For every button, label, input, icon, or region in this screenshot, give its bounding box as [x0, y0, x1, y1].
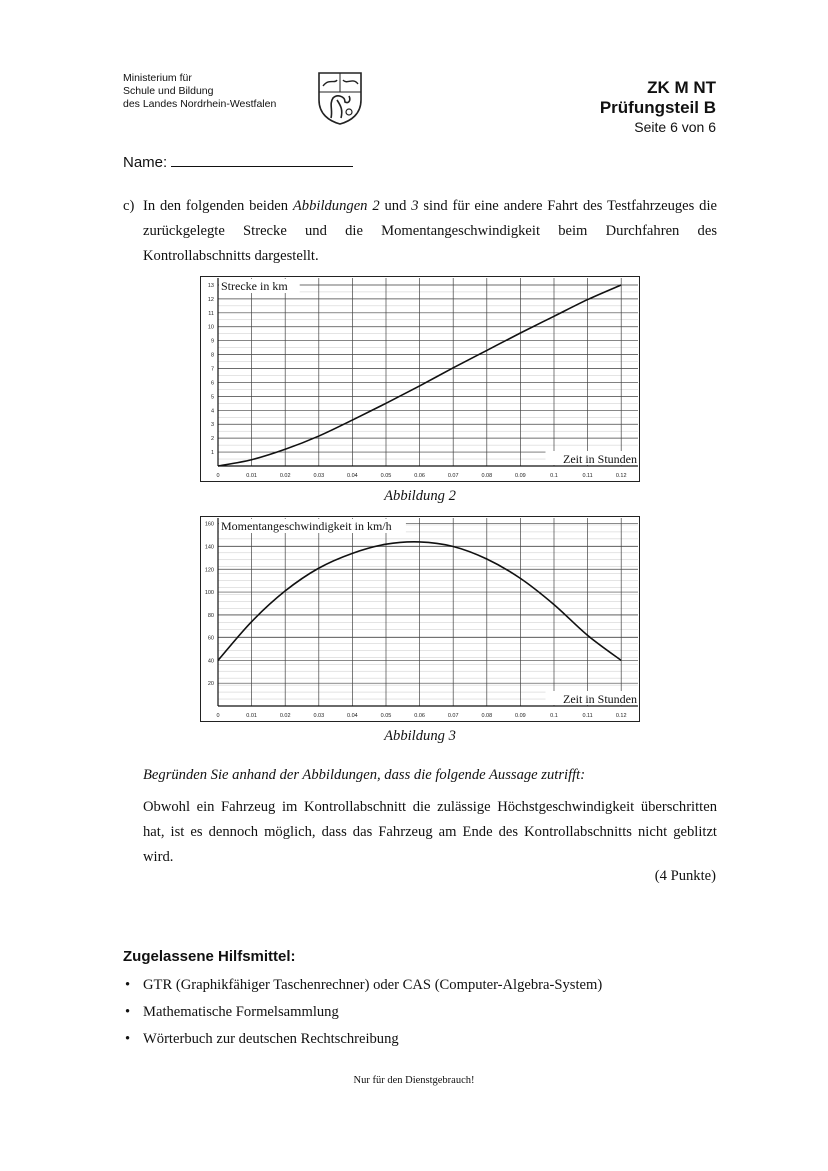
x-tick-label: 0.02 — [279, 713, 291, 719]
task-text-emph: 3 — [411, 198, 419, 214]
x-tick-label: 0.12 — [615, 473, 627, 479]
task-text-part: In den folgenden beiden — [143, 198, 293, 214]
x-tick-label: 0.1 — [550, 713, 558, 719]
y-tick-label: 11 — [208, 310, 214, 317]
y-tick-label: 20 — [207, 681, 214, 688]
speed-chart — [200, 516, 640, 722]
chart-frame — [201, 517, 640, 722]
y-tick-label: 6 — [210, 380, 214, 387]
task-text-part: und — [379, 198, 412, 214]
y-tick-label: 2 — [210, 436, 214, 443]
x-tick-label: 0.11 — [582, 473, 593, 479]
x-tick-label: 0.08 — [481, 473, 493, 479]
nrw-crest-icon — [315, 70, 365, 126]
name-label: Name: — [123, 154, 168, 171]
x-tick-label: 0 — [216, 713, 220, 719]
task-label: c) — [123, 198, 135, 214]
ministry-line: Schule und Bildung — [123, 85, 214, 97]
x-tick-label: 0.1 — [550, 473, 558, 479]
ministry-line: des Landes Nordrhein-Westfalen — [123, 98, 277, 110]
aid-text: GTR (Graphikfähiger Taschenrechner) oder CAS (Computer-Algebra-System) — [143, 977, 603, 993]
list-item — [123, 1029, 602, 1056]
list-item — [123, 975, 602, 1002]
bullet-icon: • — [125, 1004, 131, 1020]
ministry-name — [123, 72, 276, 111]
x-tick-label: 0.05 — [380, 473, 392, 479]
task-text — [143, 194, 717, 269]
figure-caption: Abbildung 2 — [384, 488, 456, 504]
aids-heading: Zugelassene Hilfsmittel: — [123, 948, 296, 965]
x-tick-label: 0.05 — [380, 713, 392, 719]
x-tick-label: 0.01 — [246, 713, 257, 719]
y-tick-label: 10 — [207, 324, 214, 331]
figure-caption: Abbildung 3 — [384, 728, 456, 744]
aid-text: Mathematische Formelsammlung — [143, 1004, 339, 1020]
page-number: Seite 6 von 6 — [634, 119, 716, 135]
header-block — [600, 78, 716, 136]
x-tick-label: 0.07 — [447, 713, 459, 719]
x-tick-label: 0.09 — [515, 473, 526, 479]
task-text-emph: Abbildungen 2 — [292, 198, 380, 214]
x-tick-label: 0.09 — [515, 713, 526, 719]
x-tick-label: 0.03 — [313, 473, 325, 479]
x-tick-label: 0.04 — [347, 713, 358, 719]
name-blank-line[interactable] — [171, 154, 353, 167]
aid-text: Wörterbuch zur deutschen Rechtschreibung — [143, 1031, 399, 1047]
y-tick-label: 9 — [210, 338, 214, 345]
y-tick-label: 140 — [204, 544, 214, 551]
y-tick-label: 1 — [210, 450, 214, 457]
y-tick-label: 120 — [204, 567, 214, 574]
x-tick-label: 0.07 — [447, 473, 459, 479]
task-text-part: sind für eine andere Fahrt des Testfahrzeuges die zurückgelegte Strecke und die Momentangeschwindigkeit beim Durchfahren des Kontrollabschnitts dargestellt. — [143, 198, 717, 264]
x-tick-label: 0.03 — [313, 713, 325, 719]
y-tick-label: 80 — [207, 612, 214, 619]
y-tick-label: 60 — [207, 635, 214, 642]
y-axis-label: Momentangeschwindigkeit in km/h — [221, 519, 392, 533]
bullet-icon: • — [125, 977, 131, 993]
x-tick-label: 0.12 — [615, 713, 627, 719]
y-tick-label: 4 — [210, 408, 214, 415]
y-tick-label: 160 — [204, 521, 214, 528]
x-axis-label: Zeit in Stunden — [563, 692, 637, 706]
y-tick-label: 40 — [207, 658, 214, 665]
y-tick-label: 12 — [207, 296, 214, 303]
instruction: Begründen Sie anhand der Abbildungen, dass die folgende Aussage zutrifft: — [143, 767, 586, 783]
ministry-line: Ministerium für — [123, 72, 192, 84]
x-axis-label: Zeit in Stunden — [563, 452, 637, 466]
y-tick-label: 100 — [204, 590, 214, 597]
x-tick-label: 0.06 — [414, 713, 425, 719]
x-tick-label: 0.04 — [347, 473, 358, 479]
y-tick-label: 5 — [210, 394, 214, 401]
x-tick-label: 0.02 — [279, 473, 291, 479]
statement: Obwohl ein Fahrzeug im Kontrollabschnitt die zulässige Höchstgeschwindigkeit überschritten hat, ist es dennoch möglich, dass das Fahrzeug am Ende des Kontrollabschnitts nicht geblitzt wird. — [143, 799, 717, 865]
y-axis-label: Strecke in km — [221, 279, 288, 293]
y-tick-label: 13 — [207, 282, 214, 289]
x-tick-label: 0.11 — [582, 713, 593, 719]
x-tick-label: 0.08 — [481, 713, 493, 719]
name-field-row — [123, 154, 353, 171]
footer-note: Nur für den Dienstgebrauch! — [353, 1075, 475, 1086]
y-tick-label: 7 — [210, 366, 214, 373]
exam-part: Prüfungsteil B — [599, 98, 716, 117]
aids-list — [123, 975, 602, 1056]
x-tick-label: 0.01 — [246, 473, 257, 479]
x-tick-label: 0.06 — [414, 473, 425, 479]
exam-title: ZK M NT — [647, 78, 716, 97]
bullet-icon: • — [125, 1031, 131, 1047]
points: (4 Punkte) — [654, 868, 716, 884]
x-tick-label: 0 — [216, 473, 220, 479]
task-c — [123, 194, 717, 269]
y-tick-label: 3 — [210, 422, 214, 429]
list-item — [123, 1002, 602, 1029]
distance-chart — [200, 276, 640, 482]
y-tick-label: 8 — [210, 352, 214, 359]
